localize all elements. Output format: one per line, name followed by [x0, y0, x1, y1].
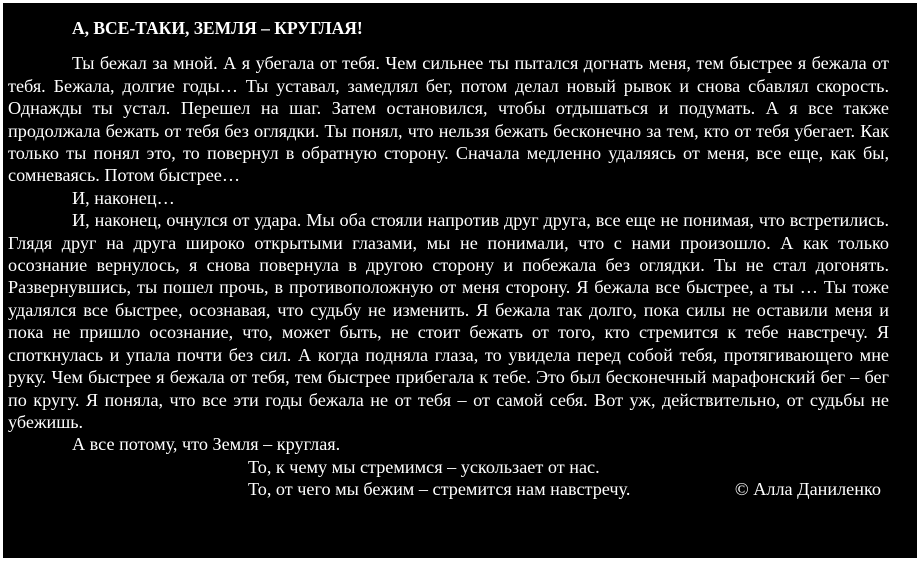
document-title: А, ВСЕ-ТАКИ, ЗЕМЛЯ – КРУГЛАЯ! — [72, 18, 363, 38]
author-signature: © Алла Даниленко — [734, 479, 881, 500]
paragraph-2: И, наконец… — [72, 187, 175, 208]
epigraph-line-2: То, от чего мы бежим – стремится нам навстречу. — [248, 479, 631, 500]
document-page — [3, 3, 917, 558]
epigraph-line-1: То, к чему мы стремимся – ускользает от нас. — [248, 456, 600, 477]
paragraph-4: А все потому, что Земля – круглая. — [72, 434, 341, 455]
paragraph-3: И, наконец, очнулся от удара. Мы оба стояли напротив друг друга, все еще не понимая, что встретились. Глядя друг на друга широко открытыми глазами, мы не понимали, что с нами произошло. А как только осознание вернулось, я снова повернула в другою сторону и побежала без оглядки. Ты не стал догонять. Развернувшись, ты пошел прочь, в противоположную от меня сторону. Я бежала все быстрее, а ты … Ты тоже удалялся все быстрее, осознавая, что судьбу не изменить. Я бежала так долго, пока силы не оставили меня и пока не пришло осознание, что, может быть, не стоит бежать от того, кто стремится к тебе навстречу. Я споткнулась и упала почти без сил. А когда подняла глаза, то увидела перед собой тебя, протягивающего мне руку. Чем быстрее я бежала от тебя, тем быстрее прибегала к тебе. Это был бесконечный марафонский бег – бег по кругу. Я поняла, что все эти годы бежала не от тебя – от самой себя. Вот уж, действительно, от судьбы не убежишь. — [8, 210, 889, 432]
paragraph-1: Ты бежал за мной. А я убегала от тебя. Чем сильнее ты пытался догнать меня, тем быстрее я бежала от тебя. Бежала, долгие годы… Ты уставал, замедлял бег, потом делал новый рывок и снова сбавлял скорость. Однажды ты устал. Перешел на шаг. Затем остановился, чтобы отдышаться и подумать. А я все также продолжала бежать от тебя без оглядки. Ты понял, что нельзя бежать бесконечно за тем, кто от тебя убегает. Как только ты понял это, то повернул в обратную сторону. Сначала медленно удаляясь от меня, все еще, как бы, сомневаясь. Потом быстрее… — [8, 53, 889, 186]
epigraph-row — [8, 478, 889, 500]
